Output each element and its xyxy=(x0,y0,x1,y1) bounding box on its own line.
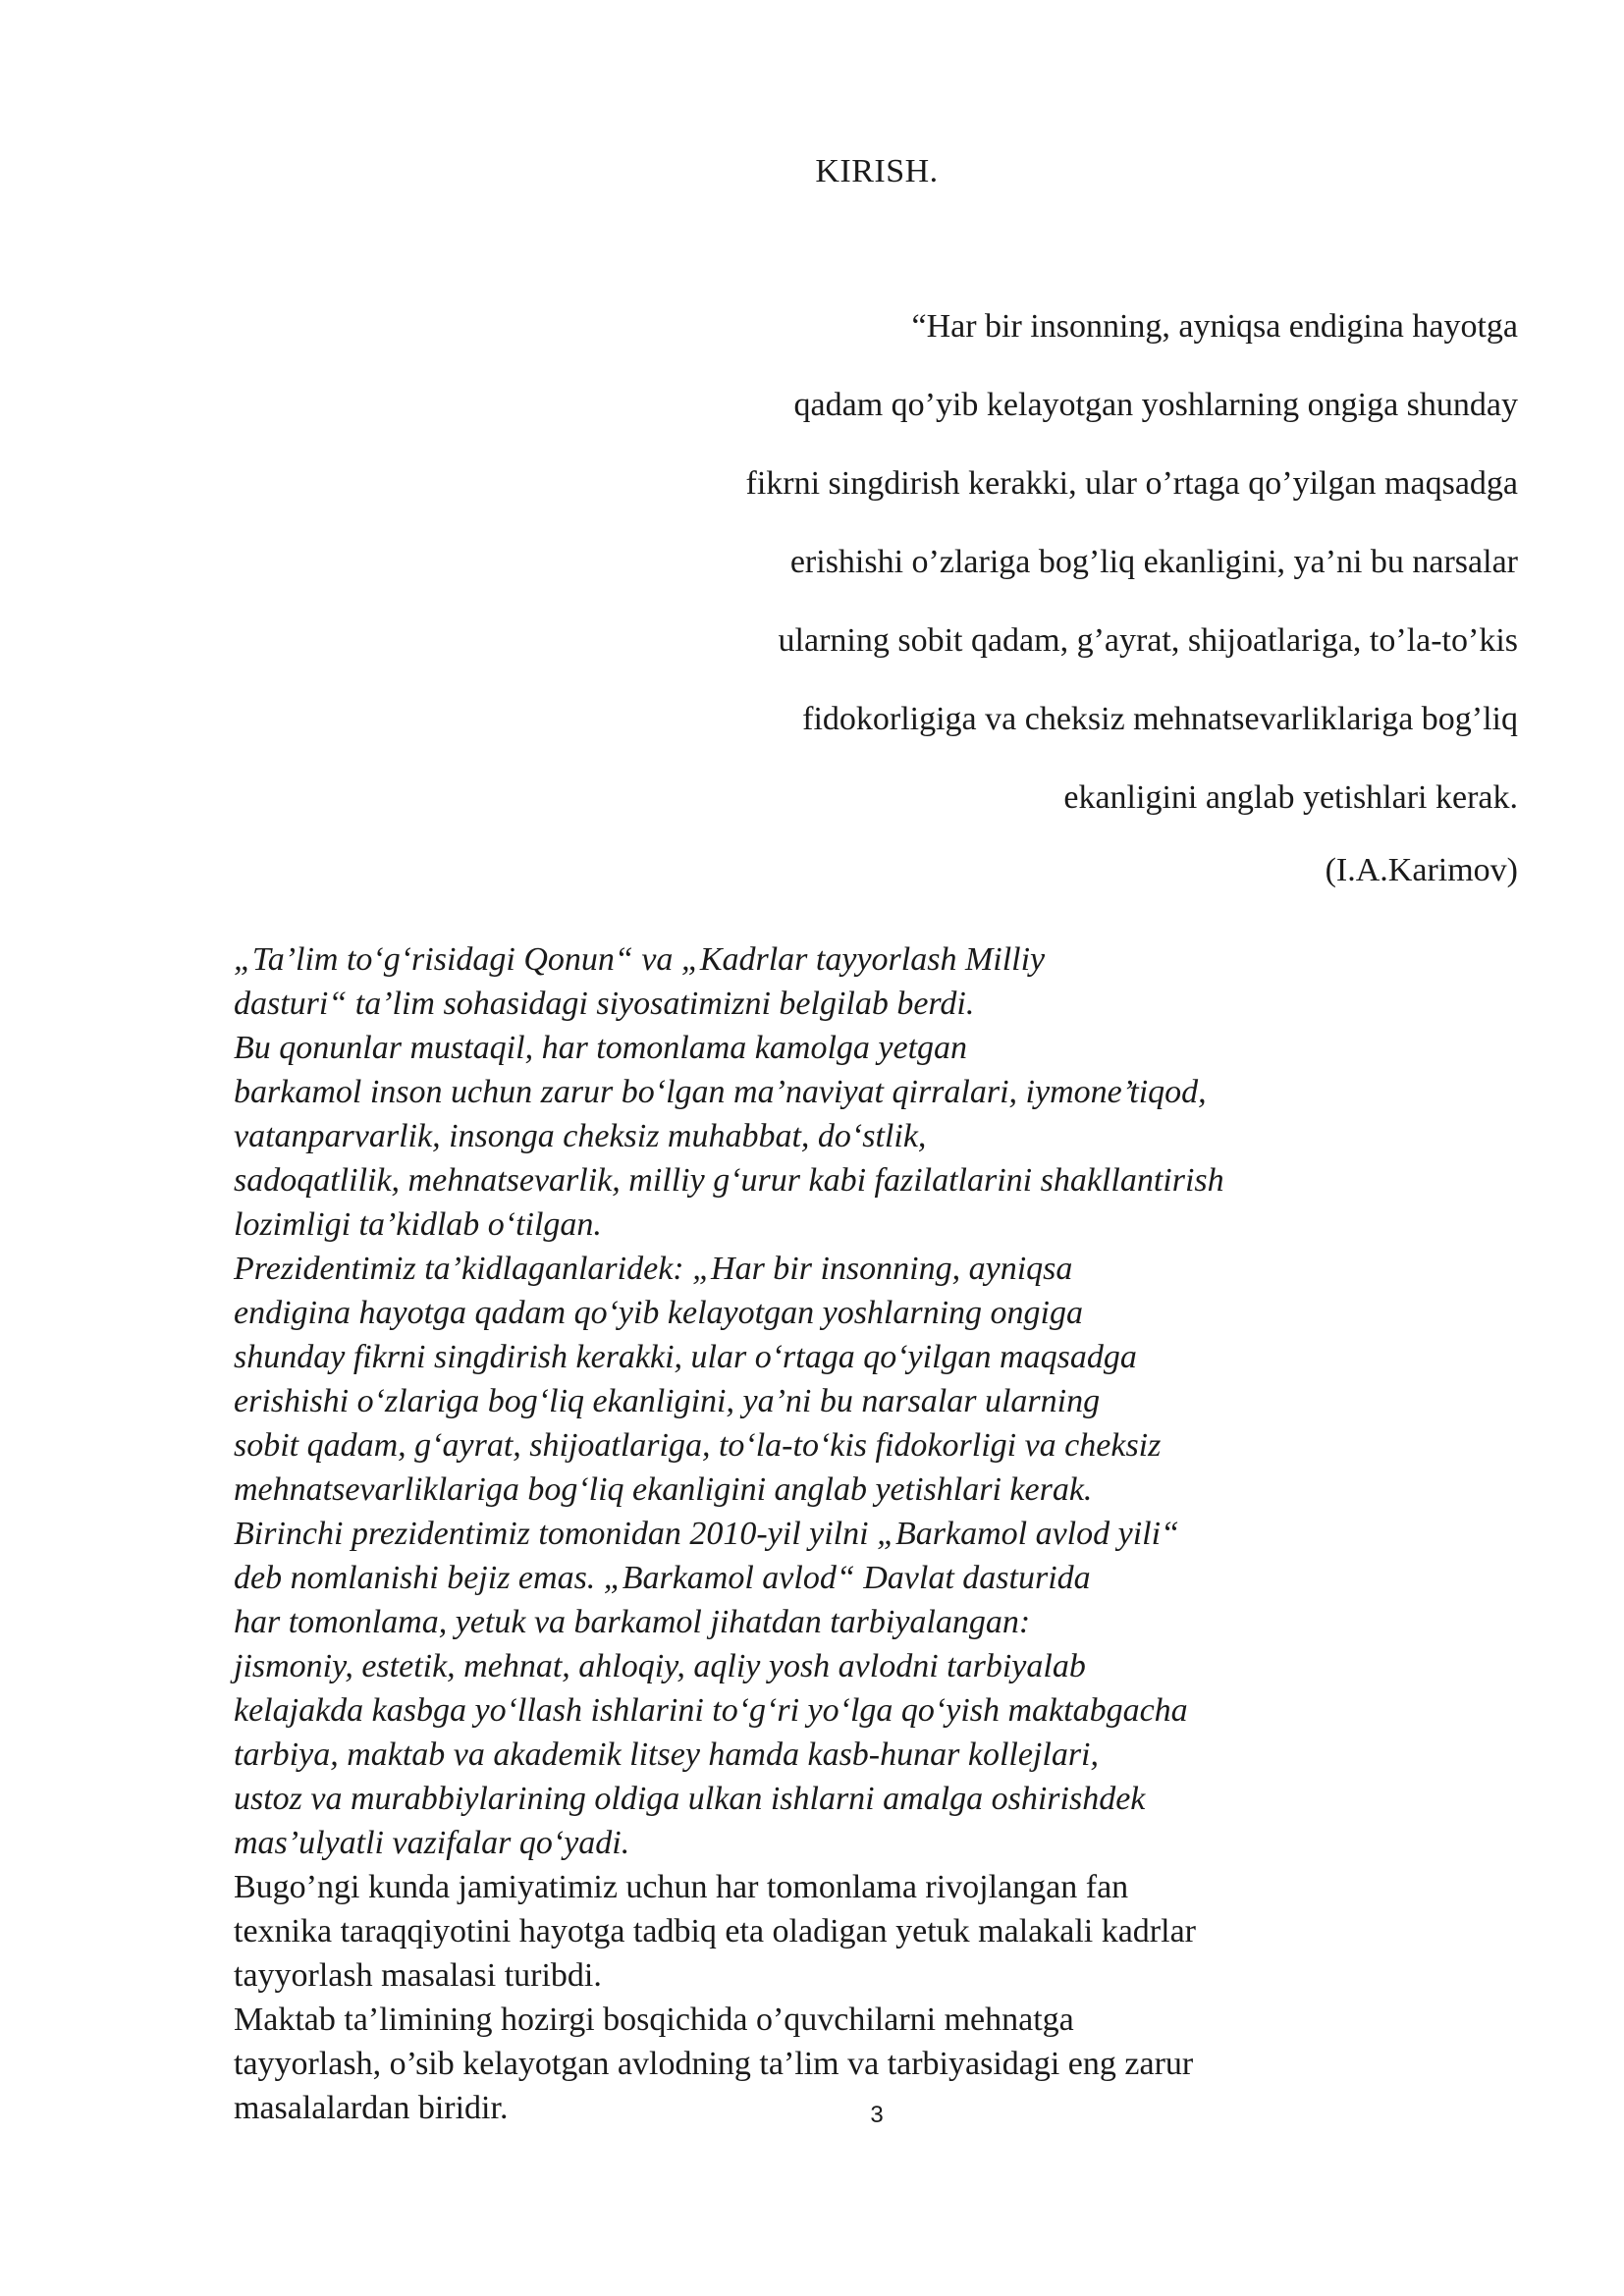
body-line: Bu qonunlar mustaqil, har tomonlama kamolga yetgan xyxy=(234,1030,968,1066)
body-line: tayyorlash, o’sib kelayotgan avlodning ta’lim va tarbiyasidagi eng zarur xyxy=(234,2046,1194,2082)
body-line: Bugo’ngi kunda jamiyatimiz uchun har tomonlama rivojlangan fan xyxy=(234,1869,1129,1905)
epigraph-author: (I.A.Karimov) xyxy=(1325,852,1518,888)
body-line: sadoqatlilik, mehnatsevarlik, milliy g‘urur kabi fazilatlarini shakllantirish xyxy=(234,1162,1224,1199)
regular-section xyxy=(234,1865,1510,2130)
body-line: endigina hayotga qadam qo‘yib kelayotgan yoshlarning ongiga xyxy=(234,1295,1083,1331)
body-line: lozimligi ta’kidlab o‘tilgan. xyxy=(234,1206,602,1243)
epigraph-quote xyxy=(438,307,1518,890)
epigraph-line: “Har bir insonning, ayniqsa endigina hayotga xyxy=(911,308,1518,345)
body-line: tarbiya, maktab va akademik litsey hamda kasb-hunar kollejlari, xyxy=(234,1736,1099,1773)
body-line: deb nomlanishi bejiz emas. „Barkamol avlod“ Davlat dasturida xyxy=(234,1560,1091,1596)
body-line: texnika taraqqiyotini hayotga tadbiq eta oladigan yetuk malakali kadrlar xyxy=(234,1913,1196,1949)
body-line: Birinchi prezidentimiz tomonidan 2010-yil yilni „Barkamol avlod yili“ xyxy=(234,1516,1179,1552)
body-line: sobit qadam, g‘ayrat, shijoatlariga, to‘la-to‘kis fidokorligi va cheksiz xyxy=(234,1427,1162,1464)
body-line: barkamol inson uchun zarur bo‘lgan ma’naviyat qirralari, iymone’tiqod, xyxy=(234,1074,1207,1110)
body-line: Prezidentimiz ta’kidlaganlaridek: „Har bir insonning, ayniqsa xyxy=(234,1251,1073,1287)
italic-section xyxy=(234,937,1510,1865)
epigraph-line: erishishi o’zlariga bog’liq ekanligini, ya’ni bu narsalar xyxy=(789,544,1518,580)
body-line: Maktab ta’limining hozirgi bosqichida o’quvchilarni mehnatga xyxy=(234,2002,1074,2038)
body-line: kelajakda kasbga yo‘llash ishlarini to‘g‘ri yo‘lga qo‘yish maktabgacha xyxy=(234,1692,1188,1729)
page-number: 3 xyxy=(870,2102,884,2128)
body-line: vatanparvarlik, insonga cheksiz muhabbat, do‘stlik, xyxy=(234,1118,927,1154)
body-line: mas’ulyatli vazifalar qo‘yadi. xyxy=(234,1825,630,1861)
epigraph-line: fidokorligiga va cheksiz mehnatsevarliklariga bog’liq xyxy=(802,701,1518,737)
epigraph-line: ularning sobit qadam, g’ayrat, shijoatlariga, to’la-to’kis xyxy=(778,622,1518,659)
body-text xyxy=(234,937,1510,2130)
epigraph-line: fikrni singdirish kerakki, ular o’rtaga qo’yilgan maqsadga xyxy=(745,465,1518,502)
body-line: har tomonlama, yetuk va barkamol jihatdan tarbiyalangan: xyxy=(234,1604,1031,1640)
body-line: tayyorlash masalasi turibdi. xyxy=(234,1957,602,1994)
body-line: dasturi“ ta’lim sohasidagi siyosatimizni belgilab berdi. xyxy=(234,986,975,1022)
epigraph-line: ekanligini anglab yetishlari kerak. xyxy=(1063,779,1518,816)
body-line: shunday fikrni singdirish kerakki, ular o‘rtaga qo‘yilgan maqsadga xyxy=(234,1339,1137,1375)
body-line: mehnatsevarliklariga bog‘liq ekanligini anglab yetishlari kerak. xyxy=(234,1471,1093,1508)
body-line: jismoniy, estetik, mehnat, ahloqiy, aqliy yosh avlodni tarbiyalab xyxy=(234,1648,1086,1684)
epigraph-line: qadam qo’yib kelayotgan yoshlarning ongiga shunday xyxy=(793,387,1518,423)
page-heading: KIRISH. xyxy=(815,153,939,189)
body-line: masalalardan biridir. xyxy=(234,2090,509,2126)
body-line: „Ta’lim to‘g‘risidagi Qonun“ va „Kadrlar tayyorlash Milliy xyxy=(234,941,1046,978)
body-line: ustoz va murabbiylarining oldiga ulkan ishlarni amalga oshirishdek xyxy=(234,1781,1146,1817)
body-line: erishishi o‘zlariga bog‘liq ekanligini, ya’ni bu narsalar ularning xyxy=(234,1383,1101,1419)
